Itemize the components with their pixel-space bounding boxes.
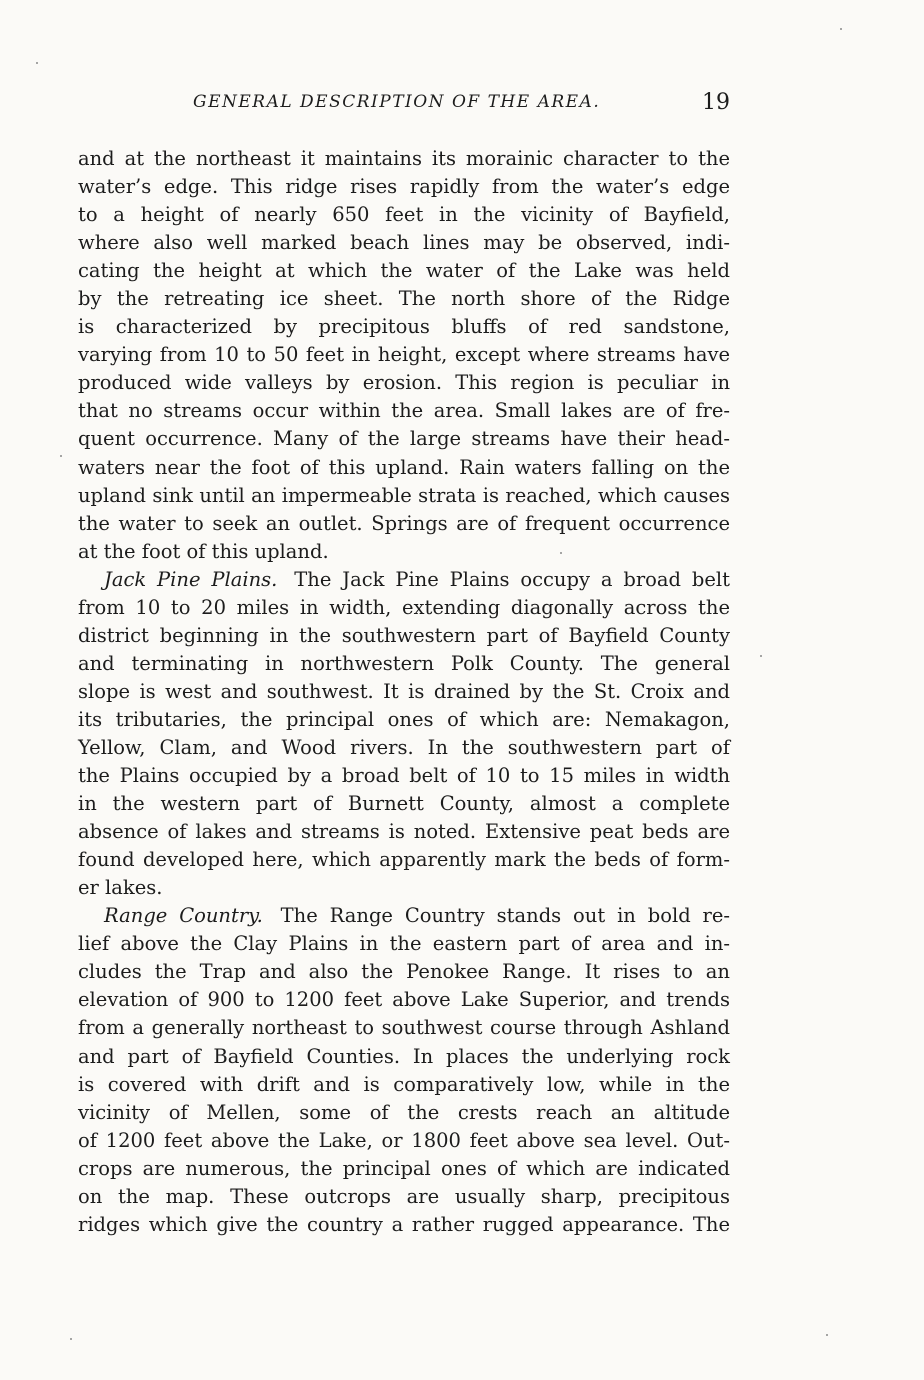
text-line: of 1200 feet above the Lake, or 1800 feet above sea level. Out- xyxy=(78,1128,730,1152)
paragraph-ridge xyxy=(78,145,730,566)
text-line: that no streams occur within the area. Small lakes are of fre- xyxy=(78,399,730,423)
text-line: Yellow, Clam, and Wood rivers. In the southwestern part of xyxy=(78,735,730,759)
body-text xyxy=(78,145,730,1239)
text-line: by the retreating ice sheet. The north shore of the Ridge xyxy=(78,287,730,311)
text-line: cludes the Trap and also the Penokee Range. It rises to an xyxy=(78,960,730,984)
text-line: on the map. These outcrops are usually sharp, precipitous xyxy=(78,1184,730,1208)
text-line: and part of Bayfield Counties. In places the underlying rock xyxy=(78,1044,730,1068)
paragraph-range-country xyxy=(78,902,730,1239)
section-heading: Jack Pine Plains. xyxy=(104,567,278,591)
paragraph-jack-pine-plains xyxy=(78,566,730,903)
text-line: is covered with drift and is comparatively low, while in the xyxy=(78,1072,730,1096)
text-line: cating the height at which the water of the Lake was held xyxy=(78,259,730,283)
text-line: from 10 to 20 miles in width, extending diagonally across the xyxy=(78,595,730,619)
text-line: the Plains occupied by a broad belt of 10 to 15 miles in width xyxy=(78,764,730,788)
text-line: and at the northeast it maintains its morainic character to the xyxy=(78,147,730,170)
paper-speck xyxy=(760,655,762,657)
paper-speck xyxy=(840,28,842,30)
text-line: water’s edge. This ridge rises rapidly from the water’s edge xyxy=(78,175,730,199)
paper-speck xyxy=(70,1338,72,1340)
text-line: ridges which give the country a rather rugged appearance. The xyxy=(78,1212,730,1236)
text-line: produced wide valleys by erosion. This region is peculiar in xyxy=(78,371,730,395)
text-line: slope is west and southwest. It is drained by the St. Croix and xyxy=(78,679,730,703)
section-heading: Range Country. xyxy=(104,904,263,928)
first-line-text: The Range Country stands out in bold re- xyxy=(280,904,730,928)
paper-speck xyxy=(36,62,38,64)
paper-speck xyxy=(826,1334,828,1336)
text-line: found developed here, which apparently mark the beds of form- xyxy=(78,848,730,872)
text-line: the water to seek an outlet. Springs are of frequent occurrence xyxy=(78,511,730,535)
text-line: waters near the foot of this upland. Rain waters falling on the xyxy=(78,455,730,479)
text-line: where also well marked beach lines may be observed, indi- xyxy=(78,231,730,255)
text-line: from a generally northeast to southwest course through Ashland xyxy=(78,1016,730,1040)
text-line: at the foot of this upland. xyxy=(78,539,329,563)
text-line: upland sink until an impermeable strata is reached, which causes xyxy=(78,483,730,507)
paper-speck xyxy=(560,552,562,554)
text-line xyxy=(78,902,730,930)
text-line: er lakes. xyxy=(78,876,163,900)
text-line: its tributaries, the principal ones of which are: Nemakagon, xyxy=(78,707,730,731)
text-line: lief above the Clay Plains in the eastern part of area and in- xyxy=(78,932,730,956)
text-line: quent occurrence. Many of the large streams have their head- xyxy=(78,427,730,451)
page-number: 19 xyxy=(702,90,730,115)
text-line: vicinity of Mellen, some of the crests reach an altitude xyxy=(78,1100,730,1124)
text-line: is characterized by precipitous bluffs of red sandstone, xyxy=(78,315,730,339)
text-line: district beginning in the southwestern part of Bayfield County xyxy=(78,623,730,647)
page-header xyxy=(78,86,730,126)
text-line: crops are numerous, the principal ones of which are indicated xyxy=(78,1156,730,1180)
paper-speck xyxy=(60,455,62,457)
text-line: absence of lakes and streams is noted. Extensive peat beds are xyxy=(78,820,730,844)
text-line: in the western part of Burnett County, almost a complete xyxy=(78,792,730,816)
text-line xyxy=(78,566,730,594)
running-title: GENERAL DESCRIPTION OF THE AREA. xyxy=(193,92,601,112)
first-line-text: The Jack Pine Plains occupy a broad belt xyxy=(294,567,730,591)
text-line: varying from 10 to 50 feet in height, except where streams have xyxy=(78,343,730,367)
text-line: to a height of nearly 650 feet in the vicinity of Bayfield, xyxy=(78,203,730,227)
text-line: elevation of 900 to 1200 feet above Lake Superior, and trends xyxy=(78,988,730,1012)
text-line: and terminating in northwestern Polk County. The general xyxy=(78,651,730,675)
